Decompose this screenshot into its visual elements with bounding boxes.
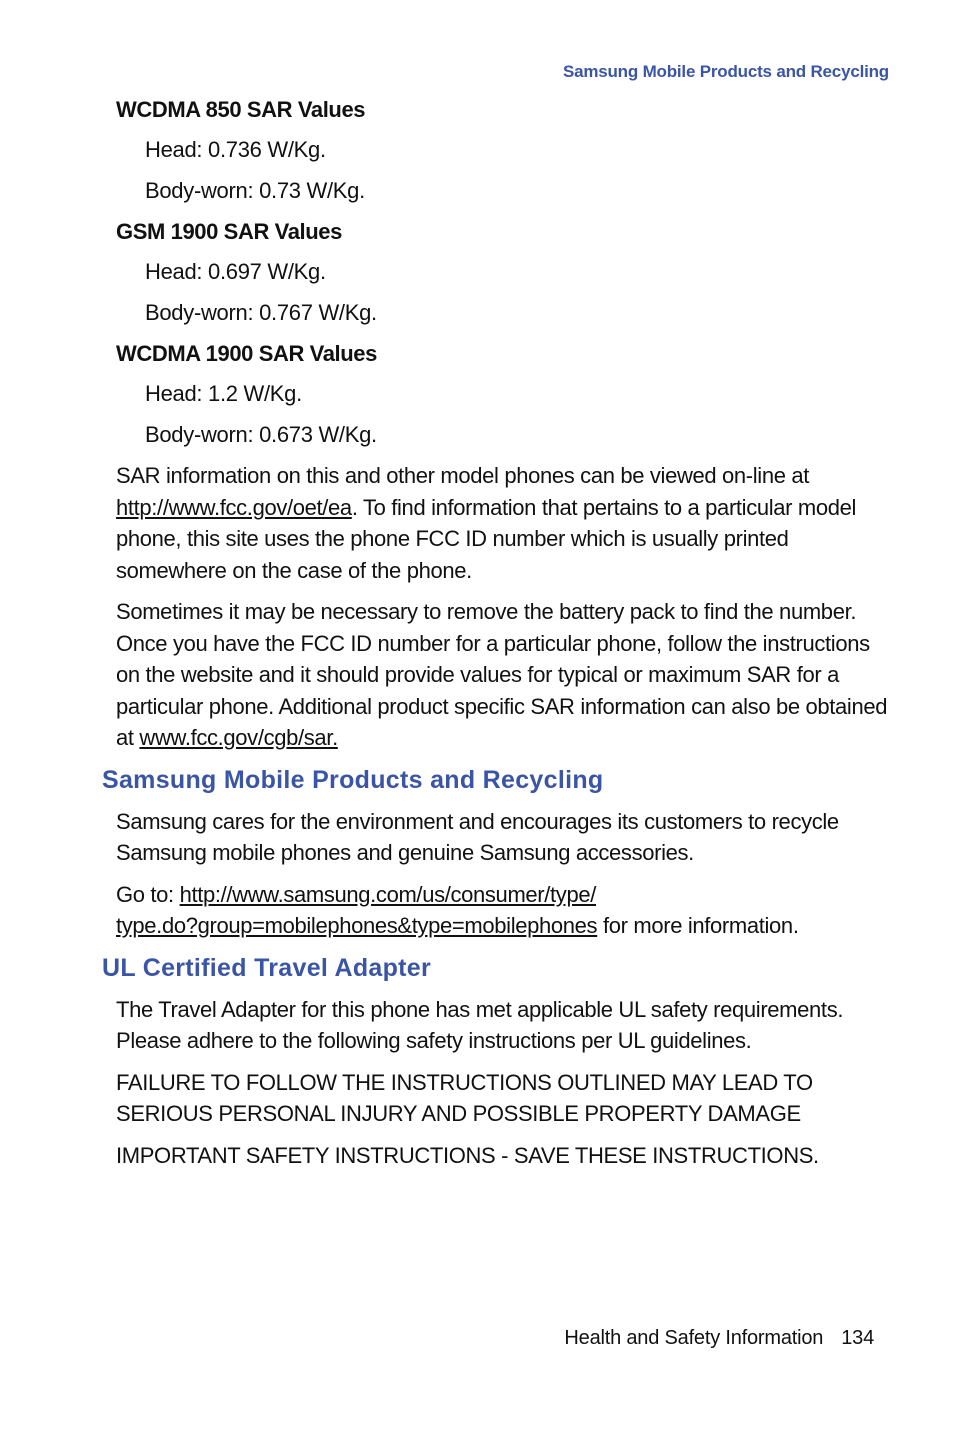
sar-head-value: Head: 1.2 W/Kg.	[145, 381, 302, 406]
adapter-instructions: IMPORTANT SAFETY INSTRUCTIONS - SAVE THESE INSTRUCTIONS.	[116, 1142, 819, 1168]
sar-head-value: Head: 0.736 W/Kg.	[145, 137, 326, 162]
page-number: 134	[841, 1327, 874, 1349]
page-content	[102, 96, 896, 1181]
sar-head-value: Head: 0.697 W/Kg.	[145, 259, 326, 284]
samsung-recycling-link[interactable]	[116, 882, 597, 939]
running-header: Samsung Mobile Products and Recycling	[562, 62, 889, 81]
sar-body-value: Body-worn: 0.73 W/Kg.	[145, 178, 365, 203]
link-line: http://www.samsung.com/us/consumer/type/	[179, 881, 596, 907]
footer-section-name: Health and Safety Information	[564, 1327, 824, 1349]
sar-info-text: . To find information that pertains to a particular model phone, this site uses the phone FCC ID number which is usually printed somewhere on the case of the phone.	[116, 494, 857, 583]
battery-paragraph	[116, 596, 896, 754]
sar-heading: WCDMA 850 SAR Values	[116, 97, 366, 122]
sar-group-wcdma-1900	[116, 340, 896, 449]
fcc-oet-link[interactable]: http://www.fcc.gov/oet/ea	[116, 494, 352, 520]
goto-label: Go to:	[116, 881, 180, 907]
sar-group-gsm-1900	[116, 218, 896, 327]
sar-info-text: SAR information on this and other model phones can be viewed on-line at	[116, 463, 810, 488]
adapter-warning: FAILURE TO FOLLOW THE INSTRUCTIONS OUTLINED MAY LEAD TO SERIOUS PERSONAL INJURY AND POSSIBLE PROPERTY DAMAGE	[116, 1069, 813, 1126]
recycling-goto-paragraph	[116, 879, 896, 942]
fcc-cgb-sar-link[interactable]: www.fcc.gov/cgb/sar.	[139, 725, 338, 750]
recycling-paragraph: Samsung cares for the environment and encourages its customers to recycle Samsung mobile phones and genuine Samsung accessories.	[116, 808, 839, 865]
link-line: type.do?group=mobilephones&type=mobilephones	[116, 913, 598, 938]
adapter-paragraph: The Travel Adapter for this phone has met applicable UL safety requirements. Please adhere to the following safety instructions per UL guidelines.	[116, 996, 844, 1053]
page-footer	[564, 1327, 874, 1350]
adapter-section-title: UL Certified Travel Adapter	[102, 953, 432, 982]
goto-suffix: for more information.	[597, 913, 799, 938]
sar-heading: WCDMA 1900 SAR Values	[116, 341, 377, 366]
sar-body-value: Body-worn: 0.673 W/Kg.	[145, 422, 377, 447]
sar-heading: GSM 1900 SAR Values	[116, 219, 342, 244]
sar-info-paragraph	[116, 460, 896, 586]
battery-text: Sometimes it may be necessary to remove the battery pack to find the number. Once you have the FCC ID number for a particular phone, follow the instructions on the website and it should provide values for typical or maximum SAR for a particular phone. Additional product specific SAR information can also be obtained at	[116, 599, 888, 750]
sar-group-wcdma-850	[116, 96, 896, 205]
sar-body-value: Body-worn: 0.767 W/Kg.	[145, 300, 377, 325]
recycling-section-title: Samsung Mobile Products and Recycling	[102, 765, 604, 794]
